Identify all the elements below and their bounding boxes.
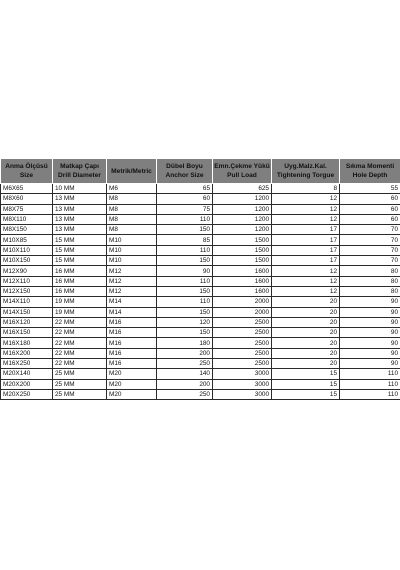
header-hole-depth bbox=[340, 159, 400, 184]
anchor-size-cell: 60 bbox=[157, 194, 213, 204]
table-row bbox=[1, 307, 400, 317]
tightening-torque-cell: 12 bbox=[272, 266, 340, 276]
table-row bbox=[1, 225, 400, 235]
table-row bbox=[1, 379, 400, 389]
tightening-torque-cell: 20 bbox=[272, 328, 340, 338]
tightening-torque-cell: 20 bbox=[272, 348, 340, 358]
pull-load-cell: 1500 bbox=[213, 235, 272, 245]
table-row bbox=[1, 359, 400, 369]
header-hole-depth-tr: Sıkma Momenti bbox=[345, 163, 395, 170]
size-cell: M6X65 bbox=[1, 184, 53, 194]
anchor-size-cell: 75 bbox=[157, 204, 213, 214]
tightening-torque-cell: 12 bbox=[272, 204, 340, 214]
table-header bbox=[1, 159, 400, 184]
header-anchor-size bbox=[157, 159, 213, 184]
anchor-size-cell: 150 bbox=[157, 256, 213, 266]
tightening-torque-cell: 12 bbox=[272, 286, 340, 296]
size-cell: M8X60 bbox=[1, 194, 53, 204]
header-pull-load-en: Pull Load bbox=[227, 172, 257, 179]
tightening-torque-cell: 15 bbox=[272, 389, 340, 399]
anchor-size-cell: 150 bbox=[157, 328, 213, 338]
pull-load-cell: 2000 bbox=[213, 297, 272, 307]
header-tightening-torque-en: Tightening Torgue bbox=[276, 172, 335, 179]
header-row bbox=[1, 159, 400, 184]
hole-depth-cell: 90 bbox=[340, 307, 400, 317]
anchor-size-cell: 250 bbox=[157, 359, 213, 369]
pull-load-cell: 3000 bbox=[213, 369, 272, 379]
size-cell: M20X250 bbox=[1, 389, 53, 399]
drill-diameter-cell: 16 MM bbox=[53, 266, 107, 276]
metric-cell: M20 bbox=[107, 369, 157, 379]
anchor-size-cell: 90 bbox=[157, 266, 213, 276]
size-cell: M10X85 bbox=[1, 235, 53, 245]
anchor-size-cell: 200 bbox=[157, 379, 213, 389]
tightening-torque-cell: 20 bbox=[272, 307, 340, 317]
pull-load-cell: 1600 bbox=[213, 276, 272, 286]
size-cell: M14X110 bbox=[1, 297, 53, 307]
hole-depth-cell: 60 bbox=[340, 194, 400, 204]
hole-depth-cell: 80 bbox=[340, 276, 400, 286]
metric-cell: M12 bbox=[107, 266, 157, 276]
tightening-torque-cell: 20 bbox=[272, 338, 340, 348]
table-row bbox=[1, 235, 400, 245]
metric-cell: M10 bbox=[107, 235, 157, 245]
anchor-size-cell: 85 bbox=[157, 235, 213, 245]
size-cell: M20X200 bbox=[1, 379, 53, 389]
header-drill-diameter bbox=[53, 159, 107, 184]
drill-diameter-cell: 15 MM bbox=[53, 245, 107, 255]
hole-depth-cell: 70 bbox=[340, 256, 400, 266]
size-cell: M12X150 bbox=[1, 286, 53, 296]
drill-diameter-cell: 25 MM bbox=[53, 379, 107, 389]
header-size-en: Size bbox=[19, 172, 34, 179]
metric-cell: M8 bbox=[107, 204, 157, 214]
header-metric-label: Metrik/Metric bbox=[111, 167, 152, 175]
hole-depth-cell: 70 bbox=[340, 225, 400, 235]
pull-load-cell: 2500 bbox=[213, 317, 272, 327]
tightening-torque-cell: 8 bbox=[272, 184, 340, 194]
tightening-torque-cell: 12 bbox=[272, 214, 340, 224]
pull-load-cell: 2500 bbox=[213, 348, 272, 358]
metric-cell: M12 bbox=[107, 276, 157, 286]
table-row bbox=[1, 389, 400, 399]
pull-load-cell: 1200 bbox=[213, 204, 272, 214]
drill-diameter-cell: 22 MM bbox=[53, 328, 107, 338]
drill-diameter-cell: 13 MM bbox=[53, 194, 107, 204]
header-pull-load-tr: Emn.Çekme Yükü bbox=[214, 163, 270, 170]
metric-cell: M16 bbox=[107, 359, 157, 369]
pull-load-cell: 1600 bbox=[213, 266, 272, 276]
table-row bbox=[1, 286, 400, 296]
pull-load-cell: 1600 bbox=[213, 286, 272, 296]
table-row bbox=[1, 204, 400, 214]
header-drill-diameter-en: Drill Diameter bbox=[58, 172, 101, 179]
hole-depth-cell: 110 bbox=[340, 379, 400, 389]
header-metric bbox=[107, 159, 157, 184]
table-row bbox=[1, 297, 400, 307]
metric-cell: M8 bbox=[107, 194, 157, 204]
header-tightening-torque bbox=[272, 159, 340, 184]
size-cell: M16X180 bbox=[1, 338, 53, 348]
pull-load-cell: 2000 bbox=[213, 307, 272, 317]
drill-diameter-cell: 25 MM bbox=[53, 369, 107, 379]
header-tightening-torque-tr: Uyg.Malz.Kal. bbox=[284, 163, 327, 170]
metric-cell: M12 bbox=[107, 286, 157, 296]
anchor-size-cell: 150 bbox=[157, 307, 213, 317]
drill-diameter-cell: 22 MM bbox=[53, 338, 107, 348]
metric-cell: M16 bbox=[107, 348, 157, 358]
pull-load-cell: 2500 bbox=[213, 328, 272, 338]
table-row bbox=[1, 184, 400, 194]
table-row bbox=[1, 348, 400, 358]
drill-diameter-cell: 13 MM bbox=[53, 214, 107, 224]
hole-depth-cell: 70 bbox=[340, 245, 400, 255]
metric-cell: M8 bbox=[107, 214, 157, 224]
drill-diameter-cell: 22 MM bbox=[53, 359, 107, 369]
metric-cell: M10 bbox=[107, 256, 157, 266]
metric-cell: M16 bbox=[107, 328, 157, 338]
anchor-size-cell: 110 bbox=[157, 214, 213, 224]
anchor-size-cell: 120 bbox=[157, 317, 213, 327]
drill-diameter-cell: 15 MM bbox=[53, 256, 107, 266]
drill-diameter-cell: 25 MM bbox=[53, 389, 107, 399]
size-cell: M10X150 bbox=[1, 256, 53, 266]
table-row bbox=[1, 276, 400, 286]
size-cell: M8X150 bbox=[1, 225, 53, 235]
tightening-torque-cell: 20 bbox=[272, 359, 340, 369]
table-row bbox=[1, 317, 400, 327]
anchor-spec-table bbox=[0, 159, 400, 400]
table-row bbox=[1, 328, 400, 338]
pull-load-cell: 1500 bbox=[213, 245, 272, 255]
tightening-torque-cell: 15 bbox=[272, 379, 340, 389]
table-body bbox=[1, 184, 400, 400]
header-anchor-size-tr: Dübel Boyu bbox=[166, 163, 203, 170]
size-cell: M20X140 bbox=[1, 369, 53, 379]
tightening-torque-cell: 17 bbox=[272, 245, 340, 255]
hole-depth-cell: 90 bbox=[340, 359, 400, 369]
table-row bbox=[1, 194, 400, 204]
anchor-size-cell: 110 bbox=[157, 276, 213, 286]
table-row bbox=[1, 245, 400, 255]
metric-cell: M6 bbox=[107, 184, 157, 194]
drill-diameter-cell: 19 MM bbox=[53, 307, 107, 317]
anchor-size-cell: 110 bbox=[157, 297, 213, 307]
header-size bbox=[1, 159, 53, 184]
table-row bbox=[1, 214, 400, 224]
pull-load-cell: 1200 bbox=[213, 214, 272, 224]
size-cell: M16X250 bbox=[1, 359, 53, 369]
hole-depth-cell: 90 bbox=[340, 317, 400, 327]
tightening-torque-cell: 17 bbox=[272, 256, 340, 266]
tightening-torque-cell: 12 bbox=[272, 194, 340, 204]
metric-cell: M8 bbox=[107, 225, 157, 235]
size-cell: M14X150 bbox=[1, 307, 53, 317]
drill-diameter-cell: 16 MM bbox=[53, 276, 107, 286]
drill-diameter-cell: 22 MM bbox=[53, 317, 107, 327]
drill-diameter-cell: 19 MM bbox=[53, 297, 107, 307]
table-row bbox=[1, 338, 400, 348]
header-anchor-size-en: Anchor Size bbox=[165, 172, 204, 179]
metric-cell: M20 bbox=[107, 389, 157, 399]
header-size-tr: Anma Ölçüsü bbox=[5, 163, 48, 170]
pull-load-cell: 2500 bbox=[213, 359, 272, 369]
size-cell: M16X120 bbox=[1, 317, 53, 327]
anchor-size-cell: 110 bbox=[157, 245, 213, 255]
size-cell: M8X75 bbox=[1, 204, 53, 214]
header-pull-load bbox=[213, 159, 272, 184]
size-cell: M12X110 bbox=[1, 276, 53, 286]
tightening-torque-cell: 20 bbox=[272, 297, 340, 307]
pull-load-cell: 625 bbox=[213, 184, 272, 194]
hole-depth-cell: 55 bbox=[340, 184, 400, 194]
hole-depth-cell: 90 bbox=[340, 328, 400, 338]
pull-load-cell: 1500 bbox=[213, 256, 272, 266]
hole-depth-cell: 90 bbox=[340, 297, 400, 307]
anchor-size-cell: 250 bbox=[157, 389, 213, 399]
drill-diameter-cell: 13 MM bbox=[53, 204, 107, 214]
metric-cell: M14 bbox=[107, 297, 157, 307]
pull-load-cell: 2500 bbox=[213, 338, 272, 348]
metric-cell: M20 bbox=[107, 379, 157, 389]
size-cell: M16X150 bbox=[1, 328, 53, 338]
pull-load-cell: 1200 bbox=[213, 194, 272, 204]
drill-diameter-cell: 10 MM bbox=[53, 184, 107, 194]
anchor-size-cell: 180 bbox=[157, 338, 213, 348]
anchor-size-cell: 200 bbox=[157, 348, 213, 358]
drill-diameter-cell: 13 MM bbox=[53, 225, 107, 235]
pull-load-cell: 3000 bbox=[213, 389, 272, 399]
size-cell: M16X200 bbox=[1, 348, 53, 358]
hole-depth-cell: 80 bbox=[340, 266, 400, 276]
hole-depth-cell: 60 bbox=[340, 214, 400, 224]
header-drill-diameter-tr: Matkap Çapı bbox=[60, 163, 99, 170]
anchor-size-cell: 150 bbox=[157, 286, 213, 296]
tightening-torque-cell: 17 bbox=[272, 225, 340, 235]
anchor-size-cell: 140 bbox=[157, 369, 213, 379]
hole-depth-cell: 110 bbox=[340, 389, 400, 399]
pull-load-cell: 1200 bbox=[213, 225, 272, 235]
drill-diameter-cell: 16 MM bbox=[53, 286, 107, 296]
metric-cell: M16 bbox=[107, 338, 157, 348]
header-hole-depth-en: Hole Depth bbox=[352, 172, 388, 179]
table-row bbox=[1, 266, 400, 276]
table-row bbox=[1, 369, 400, 379]
metric-cell: M10 bbox=[107, 245, 157, 255]
size-cell: M8X110 bbox=[1, 214, 53, 224]
tightening-torque-cell: 17 bbox=[272, 235, 340, 245]
anchor-size-cell: 150 bbox=[157, 225, 213, 235]
metric-cell: M16 bbox=[107, 317, 157, 327]
size-cell: M10X110 bbox=[1, 245, 53, 255]
tightening-torque-cell: 20 bbox=[272, 317, 340, 327]
size-cell: M12X90 bbox=[1, 266, 53, 276]
hole-depth-cell: 80 bbox=[340, 286, 400, 296]
drill-diameter-cell: 22 MM bbox=[53, 348, 107, 358]
hole-depth-cell: 60 bbox=[340, 204, 400, 214]
anchor-size-cell: 65 bbox=[157, 184, 213, 194]
hole-depth-cell: 110 bbox=[340, 369, 400, 379]
pull-load-cell: 3000 bbox=[213, 379, 272, 389]
tightening-torque-cell: 15 bbox=[272, 369, 340, 379]
hole-depth-cell: 90 bbox=[340, 338, 400, 348]
table-row bbox=[1, 256, 400, 266]
drill-diameter-cell: 15 MM bbox=[53, 235, 107, 245]
hole-depth-cell: 90 bbox=[340, 348, 400, 358]
metric-cell: M14 bbox=[107, 307, 157, 317]
tightening-torque-cell: 12 bbox=[272, 276, 340, 286]
hole-depth-cell: 70 bbox=[340, 235, 400, 245]
